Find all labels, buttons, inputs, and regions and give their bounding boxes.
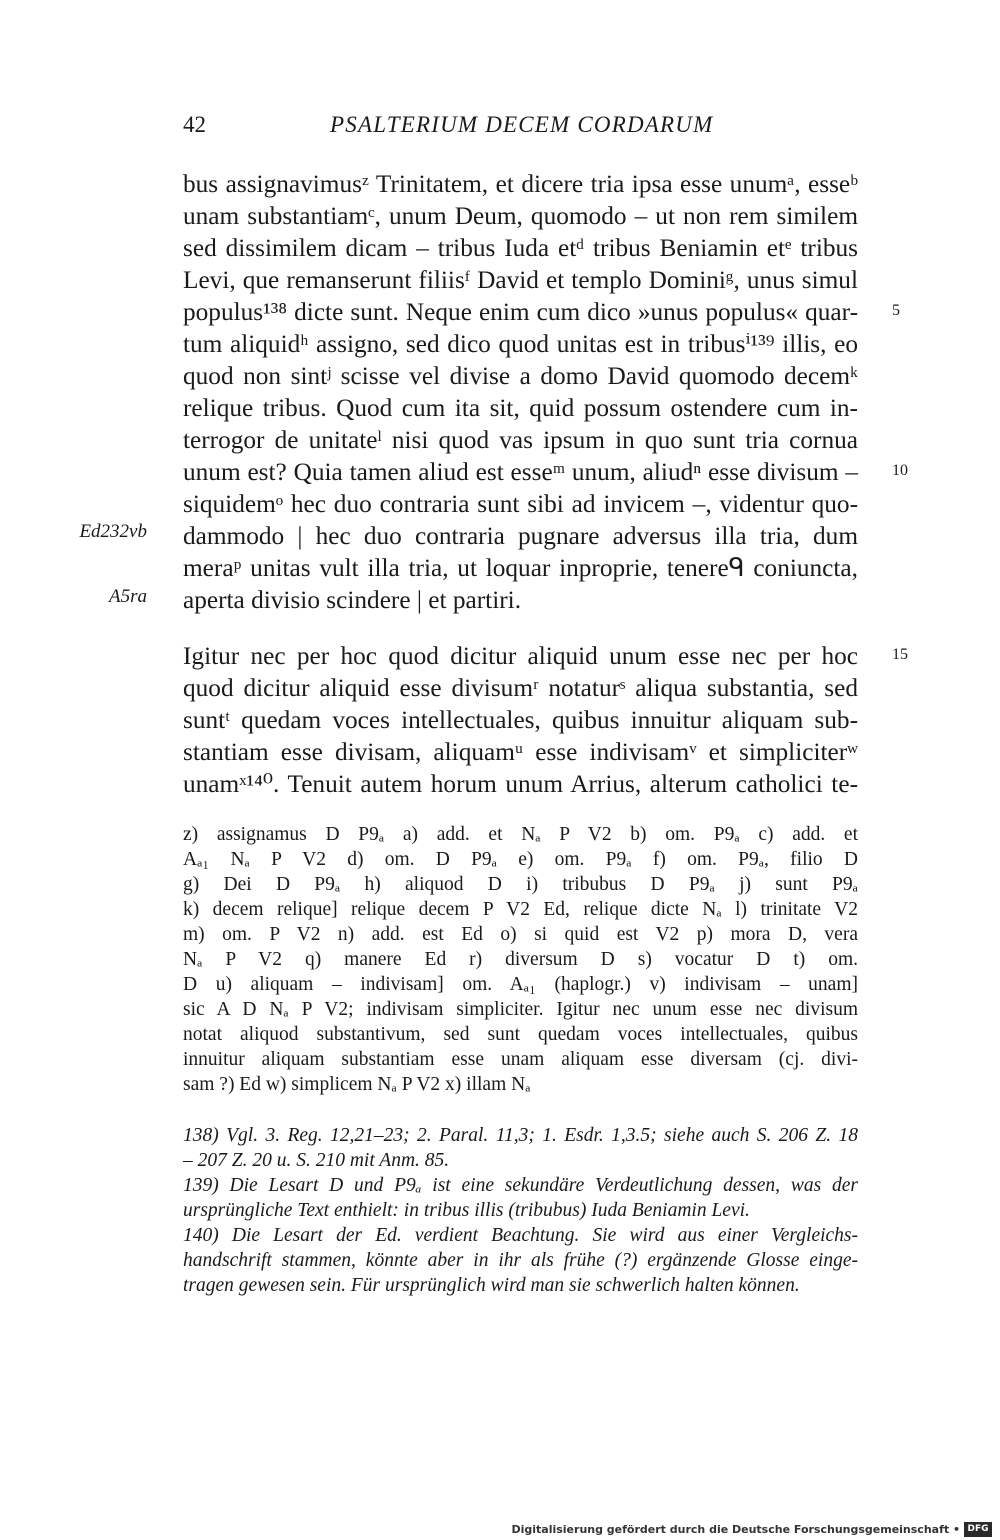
- apparatus-line: Aₐ₁ Nₐ P V2 d) om. D P9ₐ e) om. P9ₐ f) om. P9ₐ, filio D: [183, 849, 858, 870]
- apparatus-line: k) decem relique] relique decem P V2 Ed, relique dicte Nₐ l) trinitate V2: [183, 899, 858, 920]
- line-number: 5: [892, 302, 900, 319]
- text-line: stantiam esse divisam, aliquamᵘ esse indivisamᵛ et simpliciterʷ: [183, 738, 858, 766]
- footnote-line: – 207 Z. 20 u. S. 210 mit Anm. 85.: [183, 1150, 450, 1171]
- footnote-line: tragen gewesen sein. Für ursprünglich wird man sie schwerlich halten können.: [183, 1275, 800, 1296]
- apparatus-line: m) om. P V2 n) add. est Ed o) si quid est V2 p) mora D, vera: [183, 924, 858, 945]
- apparatus-line: Nₐ P V2 q) manere Ed r) diversum D s) vocatur D t) om.: [183, 949, 858, 970]
- dfg-logo: DFG: [964, 1522, 992, 1537]
- text-line: Igitur nec per hoc quod dicitur aliquid unum esse nec per hoc: [183, 642, 858, 670]
- text-line: sed dissimilem dicam – tribus Iuda etᵈ tribus Beniamin etᵉ tribus: [183, 234, 858, 262]
- running-head-title: PSALTERIUM DECEM CORDARUM: [330, 112, 714, 137]
- text-line: unam substantiamᶜ, unum Deum, quomodo – ut non rem similem: [183, 202, 858, 230]
- text-line: meraᵖ unitas vult illa tria, ut loquar inproprie, tenereᑫ coniuncta,: [183, 554, 858, 582]
- text-line: terrogor de unitateˡ nisi quod vas ipsum in quo sunt tria cornua: [183, 426, 858, 454]
- apparatus-line: notat aliquod substantivum, sed sunt quedam voces intellectuales, quibus: [183, 1024, 858, 1045]
- funding-notice: Digitalisierung gefördert durch die Deutsche Forschungsgemeinschaft •: [511, 1523, 960, 1536]
- text-line: bus assignavimusᶻ Trinitatem, et dicere tria ipsa esse unumᵃ, esseᵇ: [183, 170, 858, 198]
- folio-reference: A5ra: [109, 586, 147, 607]
- text-line: populus¹³⁸ dicte sunt. Neque enim cum dico »unus populus« quar-: [183, 298, 858, 326]
- footnote-line: ursprüngliche Text enthielt: in tribus illis (tribubus) Iuda Beniamin Levi.: [183, 1200, 750, 1221]
- text-line: dammodo | hec duo contraria pugnare adversus illa tria, dum: [183, 522, 858, 550]
- text-line: quod non sintʲ scisse vel divise a domo David quomodo decemᵏ: [183, 362, 858, 390]
- apparatus-line: z) assignamus D P9ₐ a) add. et Nₐ P V2 b) om. P9ₐ c) add. et: [183, 824, 858, 845]
- text-line: relique tribus. Quod cum ita sit, quid possum ostendere cum in-: [183, 394, 858, 422]
- text-line: Levi, que remanserunt filiisᶠ David et templo Dominiᵍ, unus simul: [183, 266, 858, 294]
- line-number: 15: [892, 646, 908, 663]
- page-number: 42: [183, 112, 206, 137]
- footnote-line: 140) Die Lesart der Ed. verdient Beachtung. Sie wird aus einer Vergleichs-: [183, 1225, 858, 1246]
- text-line: aperta divisio scindere | et partiri.: [183, 586, 522, 614]
- footnote-line: 138) Vgl. 3. Reg. 12,21–23; 2. Paral. 11,3; 1. Esdr. 1,3.5; siehe auch S. 206 Z. 18: [183, 1125, 858, 1146]
- folio-reference: Ed232vb: [79, 521, 147, 542]
- apparatus-line: sic A D Nₐ P V2; indivisam simpliciter. Igitur nec unum esse nec divisum: [183, 999, 858, 1020]
- line-number: 10: [892, 462, 908, 479]
- apparatus-line: innuitur aliquam substantiam esse unam aliquam esse diversam (cj. divi-: [183, 1049, 858, 1070]
- text-line: tum aliquidʰ assigno, sed dico quod unitas est in tribusⁱ¹³⁹ illis, eo: [183, 330, 858, 358]
- text-line: suntᵗ quedam voces intellectuales, quibus innuitur aliquam sub-: [183, 706, 858, 734]
- apparatus-line: sam ?) Ed w) simplicem Nₐ P V2 x) illam Nₐ: [183, 1074, 531, 1095]
- apparatus-line: g) Dei D P9ₐ h) aliquod D i) tribubus D P9ₐ j) sunt P9ₐ: [183, 874, 858, 895]
- footnote-line: 139) Die Lesart D und P9ₐ ist eine sekundäre Verdeutlichung dessen, was der: [183, 1175, 858, 1196]
- text-line: siquidemᵒ hec duo contraria sunt sibi ad invicem –, videntur quo-: [183, 490, 858, 518]
- text-line: unamˣ¹⁴⁰. Tenuit autem horum unum Arrius, alterum catholici te-: [183, 770, 858, 798]
- text-line: unum est? Quia tamen aliud est esseᵐ unum, aliudⁿ esse divisum –: [183, 458, 858, 486]
- footnote-line: handschrift stammen, könnte aber in ihr als frühe (?) ergänzende Glosse einge-: [183, 1250, 858, 1271]
- text-line: quod dicitur aliquid esse divisumʳ notaturˢ aliqua substantia, sed: [183, 674, 858, 702]
- apparatus-line: D u) aliquam – indivisam] om. Aₐ₁ (haplogr.) v) indivisam – unam]: [183, 974, 858, 995]
